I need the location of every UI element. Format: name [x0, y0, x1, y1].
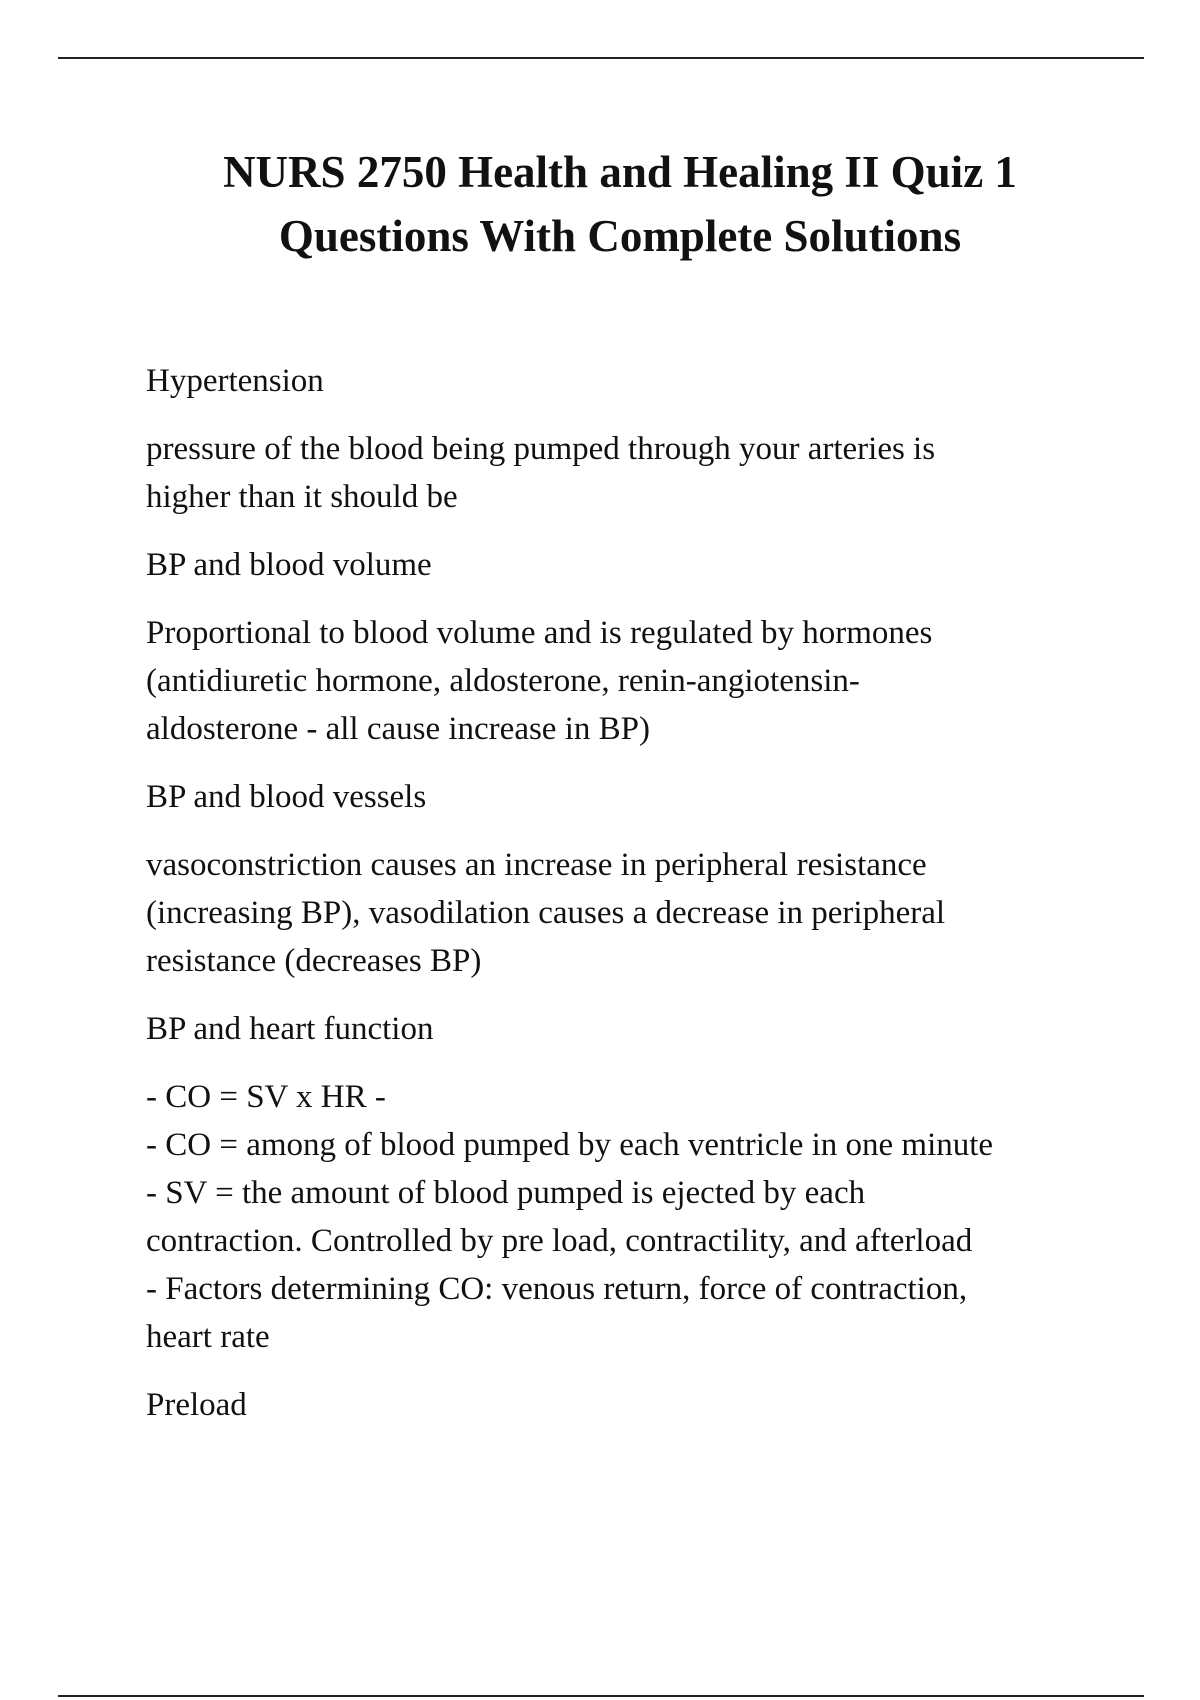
term-bp-heart-function: BP and heart function [146, 1011, 434, 1047]
definition-line: (increasing BP), vasodilation causes a decrease in peripheral [146, 895, 946, 931]
title-line-1: NURS 2750 Health and Healing II Quiz 1 [223, 147, 1017, 197]
definition-bp-blood-vessels [146, 841, 1116, 985]
document-title [140, 140, 1100, 268]
definition-line: Proportional to blood volume and is regulated by hormones [146, 615, 933, 651]
term-bp-blood-vessels: BP and blood vessels [146, 779, 427, 815]
definition-line: - CO = SV x HR - [146, 1079, 386, 1115]
definition-line: pressure of the blood being pumped through your arteries is [146, 431, 936, 467]
definition-line: resistance (decreases BP) [146, 943, 482, 979]
definition-line: aldosterone - all cause increase in BP) [146, 711, 650, 747]
definition-bp-heart-function [146, 1073, 1116, 1361]
definition-line: - SV = the amount of blood pumped is ejected by each [146, 1175, 866, 1211]
term-bp-blood-volume: BP and blood volume [146, 547, 432, 583]
definition-line: (antidiuretic hormone, aldosterone, renin-angiotensin- [146, 663, 860, 699]
definition-hypertension [146, 425, 1116, 521]
definition-line: - CO = among of blood pumped by each ventricle in one minute [146, 1127, 994, 1163]
bottom-divider [58, 1695, 1144, 1697]
qa-content [146, 357, 1116, 1449]
term-preload: Preload [146, 1387, 247, 1423]
term-hypertension: Hypertension [146, 363, 324, 399]
definition-line: - Factors determining CO: venous return, force of contraction, [146, 1271, 968, 1307]
title-line-2: Questions With Complete Solutions [278, 211, 962, 261]
definition-line: contraction. Controlled by pre load, contractility, and afterload [146, 1223, 973, 1259]
definition-line: heart rate [146, 1319, 270, 1355]
definition-line: higher than it should be [146, 479, 458, 515]
top-divider [58, 57, 1144, 59]
definition-line: vasoconstriction causes an increase in peripheral resistance [146, 847, 927, 883]
definition-bp-blood-volume [146, 609, 1116, 753]
